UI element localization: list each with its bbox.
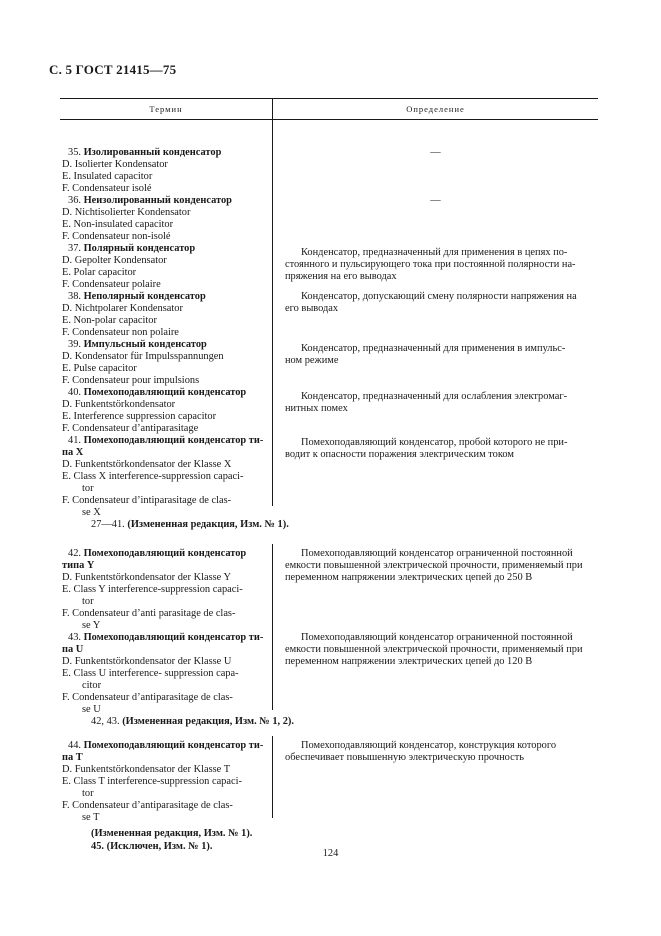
term-foreign-equivalent: F. Condensateur polaire: [62, 279, 161, 290]
term-title: [60, 632, 266, 644]
term-name: Помехоподавляющий конденсатор ти-: [83, 632, 264, 643]
term-number: 39.: [68, 339, 84, 350]
term-entry-38: [60, 291, 266, 339]
term-title: [60, 740, 266, 752]
term-title: [60, 147, 266, 159]
terms-section-42-43: [60, 544, 598, 715]
term-entry-37: [60, 243, 266, 291]
term-foreign-equivalent: F. Condensateur d’antiparasitage de clas-: [62, 692, 233, 703]
amendment-note-27-41: 27—41. (Измененная редакция, Изм. № 1).: [91, 519, 289, 530]
page-number: 124: [322, 848, 339, 859]
definition-line: его выводах: [285, 303, 339, 314]
term-foreign-equivalent: D. Nichtpolarer Kondensator: [62, 303, 183, 314]
term-name-continuation: па T: [62, 752, 83, 763]
term-foreign-equivalent: D. Kondensator für Impulsspannungen: [62, 351, 224, 362]
term-entry-35: [60, 147, 266, 195]
term-number: 40.: [68, 387, 84, 398]
term-name-continuation: па U: [62, 644, 84, 655]
definition-line: Помехоподавляющий конденсатор, пробой которого не при-: [301, 437, 568, 448]
term-entry-43: [60, 632, 266, 716]
term-entry-42: [60, 548, 266, 632]
term-number: 42.: [68, 548, 84, 559]
terms-table: [60, 98, 598, 858]
definition-line: Помехоподавляющий конденсатор ограниченной постоянной: [301, 632, 573, 643]
term-foreign-equivalent: D. Funkentstörkondensator der Klasse X: [62, 459, 232, 470]
definition-line: переменном напряжении электрических цепей до 120 В: [285, 656, 533, 667]
term-name: Помехоподавляющий конденсатор: [83, 387, 247, 398]
term-entry-40: [60, 387, 266, 435]
term-title: [60, 387, 266, 399]
term-name: Помехоподавляющий конденсатор ти-: [83, 435, 264, 446]
term-title: [60, 548, 266, 560]
term-foreign-continuation: tor: [82, 596, 94, 607]
definition-line: нитных помех: [285, 403, 348, 414]
definition-38: [285, 291, 598, 315]
term-foreign-equivalent: E. Class T interference-suppression capaci-: [62, 776, 242, 787]
term-foreign-equivalent: D. Funkentstörkondensator der Klasse Y: [62, 572, 232, 583]
term-foreign-equivalent: F. Condensateur d’intiparasitage de clas-: [62, 495, 232, 506]
definition-line: обеспечивает повышенную электрическую прочность: [285, 752, 524, 763]
definition-dash-35: —: [430, 147, 441, 158]
term-foreign-equivalent: D. Nichtisolierter Kondensator: [62, 207, 191, 218]
definition-43: [285, 632, 598, 668]
term-foreign-equivalent: F. Condensateur non-isolé: [62, 231, 171, 242]
terms-section-35-41: [60, 126, 598, 518]
term-name-continuation: па X: [62, 447, 84, 458]
terms-section-44: [60, 736, 598, 823]
term-entry-39: [60, 339, 266, 387]
amendment-note-44: (Измененная редакция, Изм. № 1).: [91, 828, 253, 839]
term-name: Изолированный конденсатор: [83, 147, 222, 158]
definition-line: водит к опасности поражения электрическим током: [285, 449, 514, 460]
term-name: Импульсный конденсатор: [83, 339, 207, 350]
term-foreign-equivalent: F. Condensateur d’anti parasitage de clas-: [62, 608, 236, 619]
term-foreign-equivalent: E. Class X interference-suppression capaci-: [62, 471, 244, 482]
term-foreign-continuation: citor: [82, 680, 102, 691]
term-title: [60, 195, 266, 207]
definition-line: Помехоподавляющий конденсатор ограниченной постоянной: [301, 548, 573, 559]
term-foreign-equivalent: E. Non-polar capacitor: [62, 315, 157, 326]
definition-line: Конденсатор, предназначенный для применения в цепях по-: [301, 247, 568, 258]
term-foreign-equivalent: F. Condensateur d’antiparasitage de clas-: [62, 800, 233, 811]
term-foreign-equivalent: E. Insulated capacitor: [62, 171, 153, 182]
term-foreign-equivalent: F. Condensateur non polaire: [62, 327, 179, 338]
definition-line: емкости повышенной электрической прочности, применяемый при: [285, 560, 583, 571]
term-foreign-continuation: se Y: [82, 620, 101, 631]
term-foreign-equivalent: F. Condensateur pour impulsions: [62, 375, 200, 386]
term-name: Помехоподавляющий конденсатор ти-: [83, 740, 264, 751]
definition-37: [285, 247, 598, 283]
term-number: 36.: [68, 195, 84, 206]
definition-line: емкости повышенной электрической прочности, применяемый при: [285, 644, 583, 655]
term-foreign-equivalent: E. Interference suppression capacitor: [62, 411, 217, 422]
definition-line: переменном напряжении электрических цепей до 250 В: [285, 572, 533, 583]
definition-column-header: Определение: [406, 104, 465, 114]
column-headers: [60, 98, 598, 120]
term-title: [60, 435, 266, 447]
page-header: С. 5 ГОСТ 21415—75: [49, 62, 177, 77]
term-foreign-equivalent: E. Polar capacitor: [62, 267, 137, 278]
definition-42: [285, 548, 598, 584]
term-foreign-equivalent: D. Funkentstörkondensator der Klasse T: [62, 764, 231, 775]
amendment-note-42-43: 42, 43. (Измененная редакция, Изм. № 1, 2).: [91, 716, 294, 727]
definition-line: Помехоподавляющий конденсатор, конструкция которого: [301, 740, 557, 751]
definition-line: Конденсатор, предназначенный для применения в импульс-: [301, 343, 566, 354]
definition-line: стоянного и пульсирующего тока при постоянной полярности на-: [285, 259, 576, 270]
term-foreign-equivalent: D. Funkentstörkondensator: [62, 399, 176, 410]
term-entry-36: [60, 195, 266, 243]
term-column-header: Термин: [149, 104, 183, 114]
term-number: 38.: [68, 291, 84, 302]
definition-line: пряжения на его выводах: [285, 271, 397, 282]
term-foreign-continuation: se X: [82, 507, 101, 518]
term-title: [60, 243, 266, 255]
term-name-continuation: типа Y: [62, 560, 95, 571]
definition-dash-36: —: [430, 195, 441, 206]
term-foreign-equivalent: D. Isolierter Kondensator: [62, 159, 168, 170]
term-foreign-equivalent: E. Class Y interference-suppression capaci-: [62, 584, 243, 595]
term-number: 43.: [68, 632, 84, 643]
definition-39: [285, 343, 598, 367]
term-name: Неполярный конденсатор: [83, 291, 206, 302]
term-name: Помехоподавляющий конденсатор: [83, 548, 247, 559]
term-foreign-continuation: tor: [82, 788, 94, 799]
term-foreign-equivalent: F. Condensateur d’antiparasitage: [62, 423, 199, 434]
term-foreign-equivalent: E. Non-insulated capacitor: [62, 219, 174, 230]
term-foreign-equivalent: D. Funkentstörkondensator der Klasse U: [62, 656, 232, 667]
definition-line: ном режиме: [285, 355, 339, 366]
definition-40: [285, 391, 598, 415]
term-foreign-equivalent: F. Condensateur isolé: [62, 183, 152, 194]
definition-44: [285, 740, 598, 764]
term-number: 35.: [68, 147, 84, 158]
definition-line: Конденсатор, допускающий смену полярности напряжения на: [301, 291, 577, 302]
term-name: Полярный конденсатор: [83, 243, 196, 254]
term-foreign-equivalent: D. Gepolter Kondensator: [62, 255, 167, 266]
term-name: Неизолированный конденсатор: [83, 195, 232, 206]
term-number: 44.: [68, 740, 84, 751]
term-title: [60, 339, 266, 351]
term-title: [60, 291, 266, 303]
term-foreign-equivalent: E. Class U interference- suppression capa-: [62, 668, 239, 679]
definition-41: [285, 437, 598, 461]
term-foreign-continuation: se U: [82, 704, 101, 715]
term-entry-44: [60, 740, 266, 824]
definition-line: Конденсатор, предназначенный для ослабления электромаг-: [301, 391, 568, 402]
term-foreign-continuation: se T: [82, 812, 100, 823]
exclusion-note-45: 45. (Исключен, Изм. № 1).: [91, 841, 213, 852]
term-foreign-equivalent: E. Pulse capacitor: [62, 363, 137, 374]
term-number: 37.: [68, 243, 84, 254]
term-number: 41.: [68, 435, 84, 446]
term-foreign-continuation: tor: [82, 483, 94, 494]
